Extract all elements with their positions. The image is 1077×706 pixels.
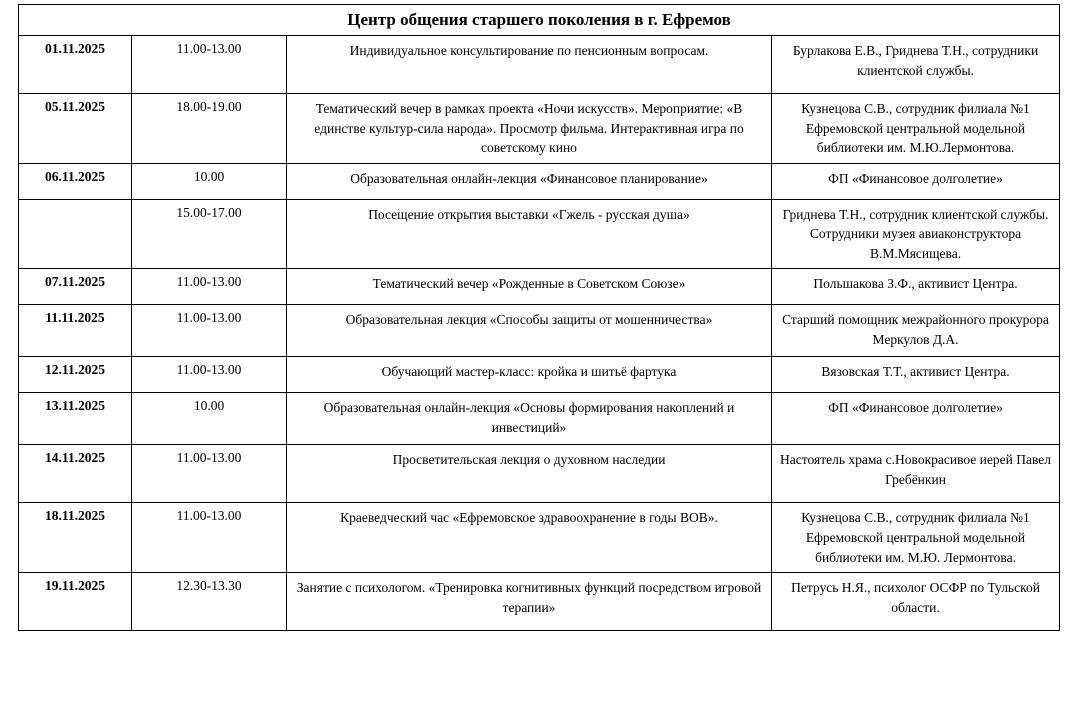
table-row: [19, 393, 1060, 445]
table-row: [19, 573, 1060, 631]
cell-responsible: Кузнецова С.В., сотрудник филиала №1 Ефремовской центральной модельной библиотеки им. М.Ю.Лермонтова.: [772, 94, 1060, 164]
cell-responsible: Настоятель храма с.Новокрасивое иерей Павел Гребёнкин: [772, 445, 1060, 503]
table-row: [19, 163, 1060, 199]
cell-time: 11.00-13.00: [132, 305, 287, 357]
table-row: [19, 503, 1060, 573]
table-title-row: [19, 5, 1060, 36]
cell-date: [19, 199, 132, 269]
cell-responsible: ФП «Финансовое долголетие»: [772, 163, 1060, 199]
cell-time: 11.00-13.00: [132, 36, 287, 94]
cell-date: 05.11.2025: [19, 94, 132, 164]
cell-date: 19.11.2025: [19, 573, 132, 631]
cell-responsible: ФП «Финансовое долголетие»: [772, 393, 1060, 445]
cell-event: Индивидуальное консультирование по пенсионным вопросам.: [287, 36, 772, 94]
cell-responsible: Вязовская Т.Т., активист Центра.: [772, 357, 1060, 393]
cell-time: 12.30-13.30: [132, 573, 287, 631]
cell-time: 10.00: [132, 163, 287, 199]
cell-responsible: Старший помощник межрайонного прокурора Меркулов Д.А.: [772, 305, 1060, 357]
cell-date: 13.11.2025: [19, 393, 132, 445]
cell-responsible: Польшакова З.Ф., активист Центра.: [772, 269, 1060, 305]
cell-responsible: Гриднева Т.Н., сотрудник клиентской службы. Сотрудники музея авиаконструктора В.М.Мясищева.: [772, 199, 1060, 269]
cell-responsible: Петрусь Н.Я., психолог ОСФР по Тульской области.: [772, 573, 1060, 631]
cell-event: Тематический вечер в рамках проекта «Ночи искусств». Мероприятие: «В единстве культур-сила народа». Просмотр фильма. Интерактивная игра по советскому кино: [287, 94, 772, 164]
page-title: Центр общения старшего поколения в г. Ефремов: [19, 5, 1060, 36]
cell-event: Тематический вечер «Рожденные в Советском Союзе»: [287, 269, 772, 305]
cell-date: 01.11.2025: [19, 36, 132, 94]
cell-time: 11.00-13.00: [132, 445, 287, 503]
table-row: [19, 305, 1060, 357]
cell-event: Просветительская лекция о духовном наследии: [287, 445, 772, 503]
cell-date: 14.11.2025: [19, 445, 132, 503]
table-row: [19, 445, 1060, 503]
table-row: [19, 269, 1060, 305]
cell-date: 06.11.2025: [19, 163, 132, 199]
cell-event: Краеведческий час «Ефремовское здравоохранение в годы ВОВ».: [287, 503, 772, 573]
table-row: [19, 36, 1060, 94]
cell-date: 07.11.2025: [19, 269, 132, 305]
cell-time: 10.00: [132, 393, 287, 445]
cell-time: 18.00-19.00: [132, 94, 287, 164]
cell-date: 18.11.2025: [19, 503, 132, 573]
cell-event: Образовательная лекция «Способы защиты от мошенничества»: [287, 305, 772, 357]
cell-responsible: Кузнецова С.В., сотрудник филиала №1 Ефремовской центральной модельной библиотеки им. М.Ю. Лермонтова.: [772, 503, 1060, 573]
cell-event: Образовательная онлайн-лекция «Финансовое планирование»: [287, 163, 772, 199]
cell-date: 11.11.2025: [19, 305, 132, 357]
cell-time: 15.00-17.00: [132, 199, 287, 269]
cell-event: Занятие с психологом. «Тренировка когнитивных функций посредством игровой терапии»: [287, 573, 772, 631]
cell-event: Образовательная онлайн-лекция «Основы формирования накоплений и инвестиций»: [287, 393, 772, 445]
cell-date: 12.11.2025: [19, 357, 132, 393]
schedule-table: [18, 4, 1060, 631]
cell-event: Обучающий мастер-класс: кройка и шитьё фартука: [287, 357, 772, 393]
table-row: [19, 94, 1060, 164]
table-row: [19, 357, 1060, 393]
table-row: [19, 199, 1060, 269]
cell-time: 11.00-13.00: [132, 503, 287, 573]
cell-event: Посещение открытия выставки «Гжель - русская душа»: [287, 199, 772, 269]
cell-time: 11.00-13.00: [132, 269, 287, 305]
cell-time: 11.00-13.00: [132, 357, 287, 393]
cell-responsible: Бурлакова Е.В., Гриднева Т.Н., сотрудники клиентской службы.: [772, 36, 1060, 94]
